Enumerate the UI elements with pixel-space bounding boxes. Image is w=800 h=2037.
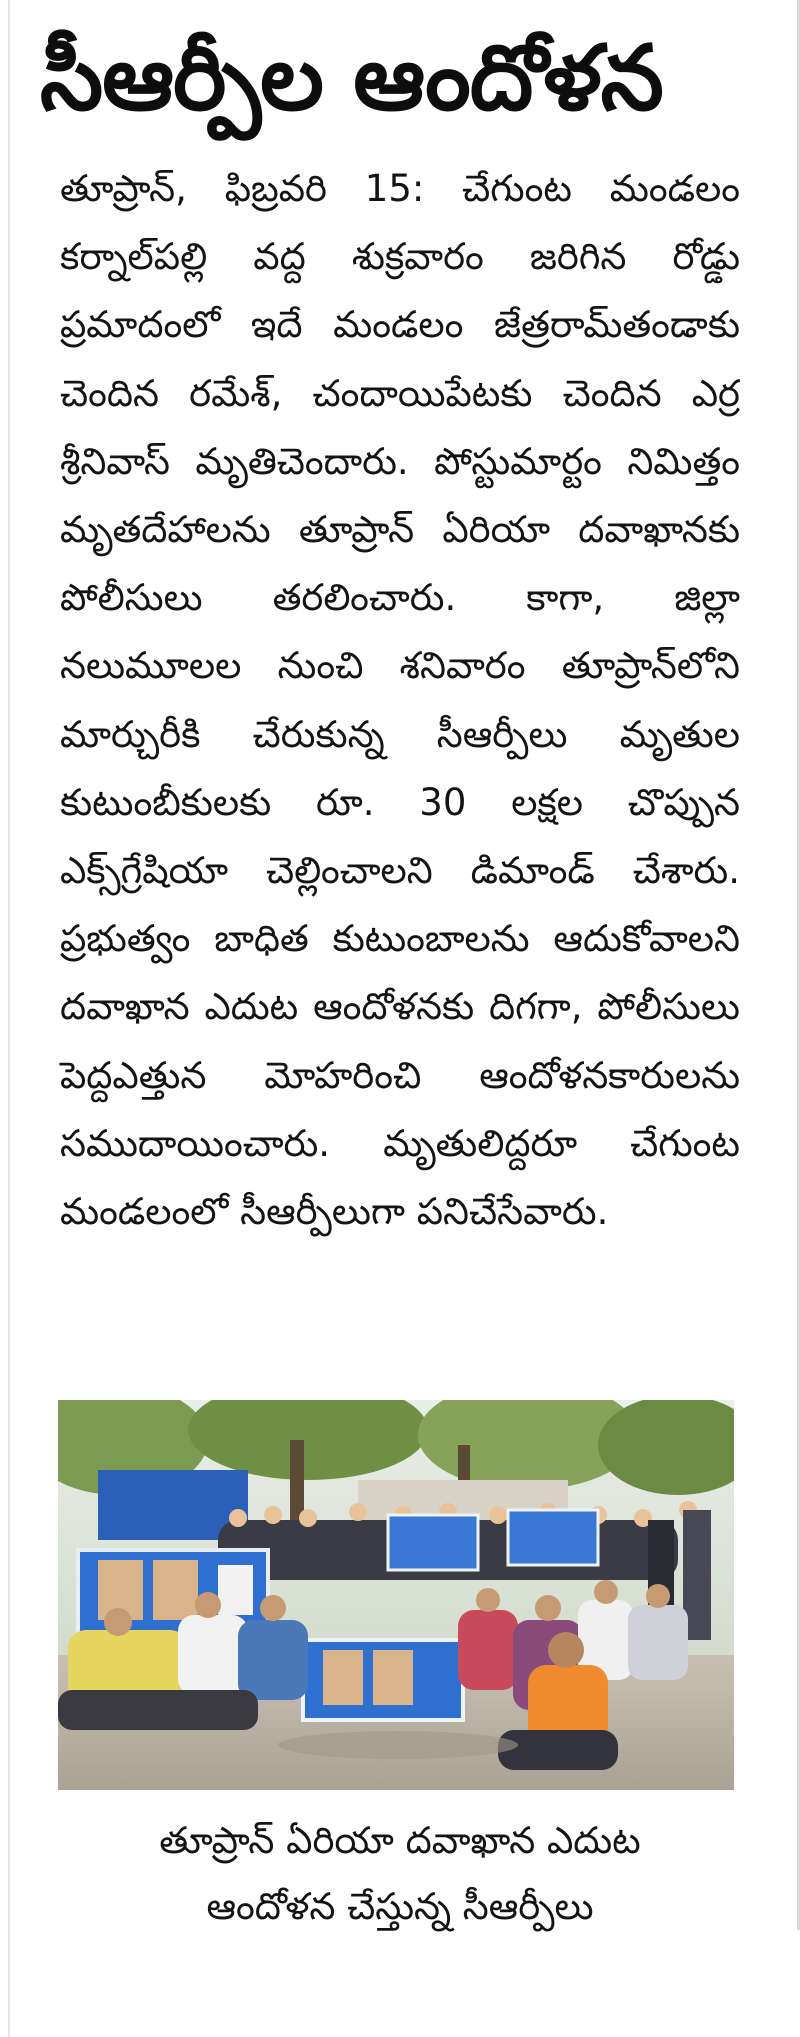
headline: సీఆర్పీల ఆందోళన: [40, 26, 663, 131]
caption-line-1: తూప్రాన్ ఏరియా దవాఖాన ఎదుట: [159, 1819, 641, 1862]
article-body: తూప్రాన్, ఫిబ్రవరి 15: చేగుంట మండలం కర్నాల్‌పల్లి వద్ద శుక్రవారం జరిగిన రోడ్డు ప్రమాదంలో ఇదే మండలం జేత్రరామ్‌తండాకు చెందిన రమేశ్, చందాయిపేటకు చెందిన ఎర్ర శ్రీనివాస్ మృతిచెందారు. పోస్టుమార్టం నిమిత్తం మృతదేహాలను తూప్రాన్ ఏరియా దవాఖానకు పోలీసులు తరలించారు. కాగా, జిల్లా నలుమూలల నుంచి శనివారం తూప్రాన్‌లోని మార్చురీకి చేరుకున్న సీఆర్పీలు మృతుల కుటుంబీకులకు రూ. 30 లక్షల చొప్పున ఎక్స్‌గ్రేషియా చెల్లించాలని డిమాండ్ చేశారు. ప్రభుత్వం బాధిత కుటుంబాలను ఆదుకోవాలని దవాఖాన ఎదుట ఆందోళనకు దిగగా, పోలీసులు పెద్దఎత్తున మోహరించి ఆందోళనకారులను సముదాయించారు. మృతులిద్దరూ చేగుంట మండలంలో సీఆర్పీలుగా పనిచేసేవారు.: [60, 167, 740, 1234]
left-margin-rule: [8, 0, 10, 2037]
photo-caption: [40, 1808, 760, 1940]
caption-line-2: ఆందోళన చేస్తున్న సీఆర్పీలు: [206, 1885, 594, 1928]
protest-photo: [58, 1400, 734, 1790]
